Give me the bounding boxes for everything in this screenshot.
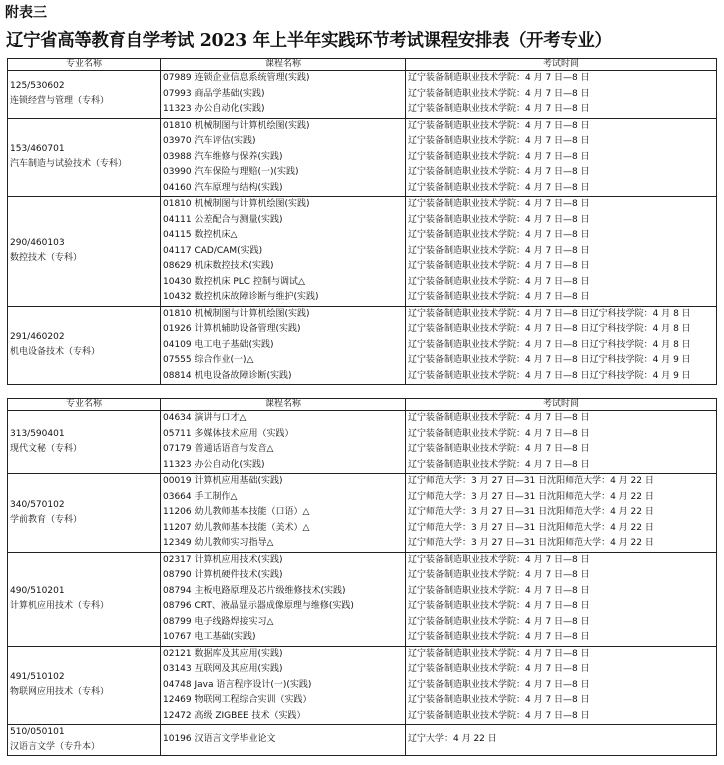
course-item: 04160 汽车原理与结构(实践) [163, 182, 283, 193]
course-item: 03664 手工制作△ [163, 491, 238, 502]
exam-time-item: 辽宁装备制造职业技术学院：4 月 7 日—8 日 [408, 73, 590, 83]
course-item: 01926 计算机辅助设备管理(实践) [163, 324, 301, 334]
course-cell [161, 118, 406, 197]
course-cell [161, 197, 406, 307]
course-item: 08796 CRT、液晶显示器成像原理与维修(实践) [163, 601, 354, 611]
time-cell [406, 118, 717, 197]
course-item: 11207 幼儿教师基本技能（美术）△ [163, 522, 310, 533]
header-row [8, 399, 717, 411]
course-item: 00019 计算机应用基础(实践) [163, 476, 283, 486]
major-code: 491/510102 [10, 672, 65, 683]
exam-time-item: 辽宁装备制造职业技术学院：4 月 7 日—8 日辽宁科技学院：4 月 8 日 [408, 308, 691, 319]
exam-time-item: 辽宁师范大学：3 月 27 日—31 日沈阳师范大学：4 月 22 日 [408, 476, 654, 486]
course-cell [161, 725, 406, 756]
course-cell [161, 646, 406, 725]
course-item: 01810 机械制图与计算机绘图(实践) [163, 308, 310, 319]
header-major: 专业名称 [8, 59, 161, 71]
course-item: 08790 计算机硬件技术(实践) [163, 570, 283, 580]
exam-time-item: 辽宁装备制造职业技术学院：4 月 7 日—8 日 [408, 88, 590, 99]
exam-time-item: 辽宁装备制造职业技术学院：4 月 7 日—8 日 [408, 601, 590, 611]
course-item: 10767 电工基础(实践) [163, 632, 256, 642]
exam-time-item: 辽宁装备制造职业技术学院：4 月 7 日—8 日 [408, 230, 590, 240]
table-body [8, 411, 717, 756]
course-item: 08814 机电设备故障诊断(实践) [163, 370, 292, 381]
exam-time-item: 辽宁装备制造职业技术学院：4 月 7 日—8 日辽宁科技学院：4 月 9 日 [408, 370, 691, 381]
major-code: 290/460103 [10, 238, 65, 249]
course-item: 05711 多媒体技术应用（实践） [163, 428, 294, 439]
course-item: 04634 演讲与口才△ [163, 413, 247, 423]
major-cell [8, 552, 161, 646]
course-item: 11323 办公自动化(实践) [163, 459, 265, 470]
course-item: 04109 电工电子基础(实践) [163, 339, 274, 350]
exam-time-item: 辽宁装备制造职业技术学院：4 月 7 日—8 日 [408, 632, 590, 642]
major-name: 连锁经营与管理（专科） [10, 96, 110, 107]
exam-time-item: 辽宁装备制造职业技术学院：4 月 7 日—8 日 [408, 679, 590, 690]
table-row [8, 306, 717, 385]
course-item: 04117 CAD/CAM(实践) [163, 245, 263, 256]
major-name: 数控技术（专科） [10, 253, 83, 264]
major-name: 汉语言文学（专升本） [10, 742, 101, 752]
table-row [8, 474, 717, 553]
course-cell [161, 552, 406, 646]
exam-time-item: 辽宁装备制造职业技术学院：4 月 7 日—8 日 [408, 292, 590, 302]
course-cell [161, 71, 406, 119]
exam-time-item: 辽宁装备制造职业技术学院：4 月 7 日—8 日 [408, 413, 590, 423]
header-row [8, 59, 717, 71]
exam-time-item: 辽宁装备制造职业技术学院：4 月 7 日—8 日 [408, 585, 590, 596]
course-item: 07555 综合作业(一)△ [163, 355, 254, 365]
major-name: 物联网应用技术（专科） [10, 687, 110, 698]
exam-time-item: 辽宁装备制造职业技术学院：4 月 7 日—8 日 [408, 554, 590, 565]
course-item: 04115 数控机床△ [163, 230, 238, 240]
exam-time-item: 辽宁装备制造职业技术学院：4 月 7 日—8 日 [408, 104, 590, 114]
annex-label: 附表三 [5, 5, 47, 21]
course-item: 04111 公差配合与测量(实践) [163, 214, 283, 225]
header-time: 考试时间 [406, 59, 717, 71]
exam-time-item: 辽宁装备制造职业技术学院：4 月 7 日—8 日 [408, 444, 590, 454]
exam-time-item: 辽宁装备制造职业技术学院：4 月 7 日—8 日 [408, 459, 590, 470]
table-row [8, 646, 717, 725]
major-cell [8, 197, 161, 307]
header-course: 课程名称 [161, 59, 406, 71]
course-item: 07179 普通话语音与发音△ [163, 444, 274, 454]
time-cell [406, 306, 717, 385]
exam-time-item: 辽宁装备制造职业技术学院：4 月 7 日—8 日 [408, 664, 590, 674]
header-time: 考试时间 [406, 399, 717, 411]
major-name: 计算机应用技术（专科） [10, 601, 110, 611]
major-name: 现代文秘（专科） [10, 444, 83, 454]
exam-time-item: 辽宁师范大学：3 月 27 日—31 日沈阳师范大学：4 月 22 日 [408, 538, 654, 548]
course-item: 03988 汽车维修与保养(实践) [163, 151, 283, 162]
exam-time-item: 辽宁装备制造职业技术学院：4 月 7 日—8 日 [408, 151, 590, 162]
major-cell [8, 118, 161, 197]
course-item: 10196 汉语言文学毕业论文 [163, 734, 276, 745]
time-cell [406, 71, 717, 119]
table-body [8, 71, 717, 385]
document-title: 辽宁省高等教育自学考试 2023 年上半年实践环节考试课程安排表（开考专业） [6, 31, 612, 51]
exam-time-item: 辽宁装备制造职业技术学院：4 月 7 日—8 日辽宁科技学院：4 月 9 日 [408, 355, 691, 365]
time-cell [406, 474, 717, 553]
table-row [8, 411, 717, 474]
major-cell [8, 71, 161, 119]
course-item: 12472 高级 ZIGBEE 技术（实践） [163, 710, 306, 721]
exam-time-item: 辽宁装备制造职业技术学院：4 月 7 日—8 日 [408, 136, 590, 146]
major-name: 学前教育（专科） [10, 514, 83, 525]
major-code: 313/590401 [10, 429, 65, 439]
exam-time-item: 辽宁装备制造职业技术学院：4 月 7 日—8 日 [408, 648, 590, 659]
major-code: 510/050101 [10, 727, 65, 737]
time-cell [406, 411, 717, 474]
course-item: 10430 数控机床 PLC 控制与调试△ [163, 276, 305, 287]
major-code: 125/530602 [10, 81, 65, 92]
course-item: 11206 幼儿教师基本技能（口语）△ [163, 507, 310, 517]
course-cell [161, 474, 406, 553]
exam-time-item: 辽宁装备制造职业技术学院：4 月 7 日—8 日 [408, 120, 590, 131]
header-major: 专业名称 [8, 399, 161, 411]
exam-time-item: 辽宁装备制造职业技术学院：4 月 7 日—8 日 [408, 214, 590, 225]
time-cell [406, 552, 717, 646]
major-cell [8, 725, 161, 756]
course-item: 08799 电子线路焊接实习△ [163, 616, 274, 627]
course-item: 03990 汽车保险与理赔(一)(实践) [163, 167, 299, 177]
schedule-table-1 [7, 58, 717, 385]
major-code: 490/510201 [10, 586, 65, 596]
course-item: 12349 幼儿教师实习指导△ [163, 538, 274, 548]
course-item: 01810 机械制图与计算机绘图(实践) [163, 199, 310, 209]
course-item: 08629 机床数控技术(实践) [163, 261, 274, 271]
major-cell [8, 306, 161, 385]
course-item: 02121 数据库及其应用(实践) [163, 648, 283, 659]
time-cell [406, 725, 717, 756]
course-item: 08794 主板电路原理及芯片级维修技术(实践) [163, 585, 346, 596]
exam-time-item: 辽宁装备制造职业技术学院：4 月 7 日—8 日 [408, 182, 590, 193]
exam-time-item: 辽宁师范大学：3 月 27 日—31 日沈阳师范大学：4 月 22 日 [408, 491, 654, 502]
major-code: 291/460202 [10, 332, 65, 343]
exam-time-item: 辽宁装备制造职业技术学院：4 月 7 日—8 日辽宁科技学院：4 月 8 日 [408, 339, 691, 350]
exam-time-item: 辽宁装备制造职业技术学院：4 月 7 日—8 日 [408, 245, 590, 256]
major-cell [8, 474, 161, 553]
course-item: 10432 数控机床故障诊断与维护(实践) [163, 292, 319, 302]
exam-time-item: 辽宁装备制造职业技术学院：4 月 7 日—8 日 [408, 616, 590, 627]
course-item: 11323 办公自动化(实践) [163, 104, 265, 114]
course-item: 03143 互联网及其应用(实践) [163, 664, 283, 674]
exam-time-item: 辽宁师范大学：3 月 27 日—31 日沈阳师范大学：4 月 22 日 [408, 522, 654, 533]
exam-time-item: 辽宁装备制造职业技术学院：4 月 7 日—8 日 [408, 428, 590, 439]
exam-time-item: 辽宁装备制造职业技术学院：4 月 7 日—8 日 [408, 167, 590, 177]
course-item: 04748 Java 语言程序设计(一)(实践) [163, 679, 312, 690]
course-item: 07993 商品学基础(实践) [163, 88, 265, 99]
course-cell [161, 411, 406, 474]
schedule-table-2 [7, 398, 717, 756]
table-row [8, 71, 717, 119]
exam-time-item: 辽宁装备制造职业技术学院：4 月 7 日—8 日 [408, 570, 590, 580]
major-code: 340/570102 [10, 499, 65, 510]
major-name: 汽车制造与试验技术（专科） [10, 159, 128, 170]
major-code: 153/460701 [10, 144, 65, 155]
course-item: 03970 汽车评估(实践) [163, 136, 256, 146]
course-item: 07989 连锁企业信息系统管理(实践) [163, 73, 310, 83]
exam-time-item: 辽宁装备制造职业技术学院：4 月 7 日—8 日 [408, 695, 590, 705]
major-cell [8, 411, 161, 474]
table-row [8, 552, 717, 646]
exam-time-item: 辽宁装备制造职业技术学院：4 月 7 日—8 日 [408, 710, 590, 721]
time-cell [406, 197, 717, 307]
exam-time-item: 辽宁大学：4 月 22 日 [408, 734, 497, 745]
time-cell [406, 646, 717, 725]
exam-time-item: 辽宁装备制造职业技术学院：4 月 7 日—8 日辽宁科技学院：4 月 8 日 [408, 324, 691, 334]
header-course: 课程名称 [161, 399, 406, 411]
course-item: 12469 物联网工程综合实训（实践） [163, 695, 312, 705]
major-name: 机电设备技术（专科） [10, 347, 101, 358]
exam-time-item: 辽宁师范大学：3 月 27 日—31 日沈阳师范大学：4 月 22 日 [408, 507, 654, 517]
table-row [8, 725, 717, 756]
course-item: 01810 机械制图与计算机绘图(实践) [163, 120, 310, 131]
table-row [8, 197, 717, 307]
table-row [8, 118, 717, 197]
major-cell [8, 646, 161, 725]
exam-time-item: 辽宁装备制造职业技术学院：4 月 7 日—8 日 [408, 199, 590, 209]
exam-time-item: 辽宁装备制造职业技术学院：4 月 7 日—8 日 [408, 261, 590, 271]
exam-time-item: 辽宁装备制造职业技术学院：4 月 7 日—8 日 [408, 276, 590, 287]
course-item: 02317 计算机应用技术(实践) [163, 554, 283, 565]
course-cell [161, 306, 406, 385]
